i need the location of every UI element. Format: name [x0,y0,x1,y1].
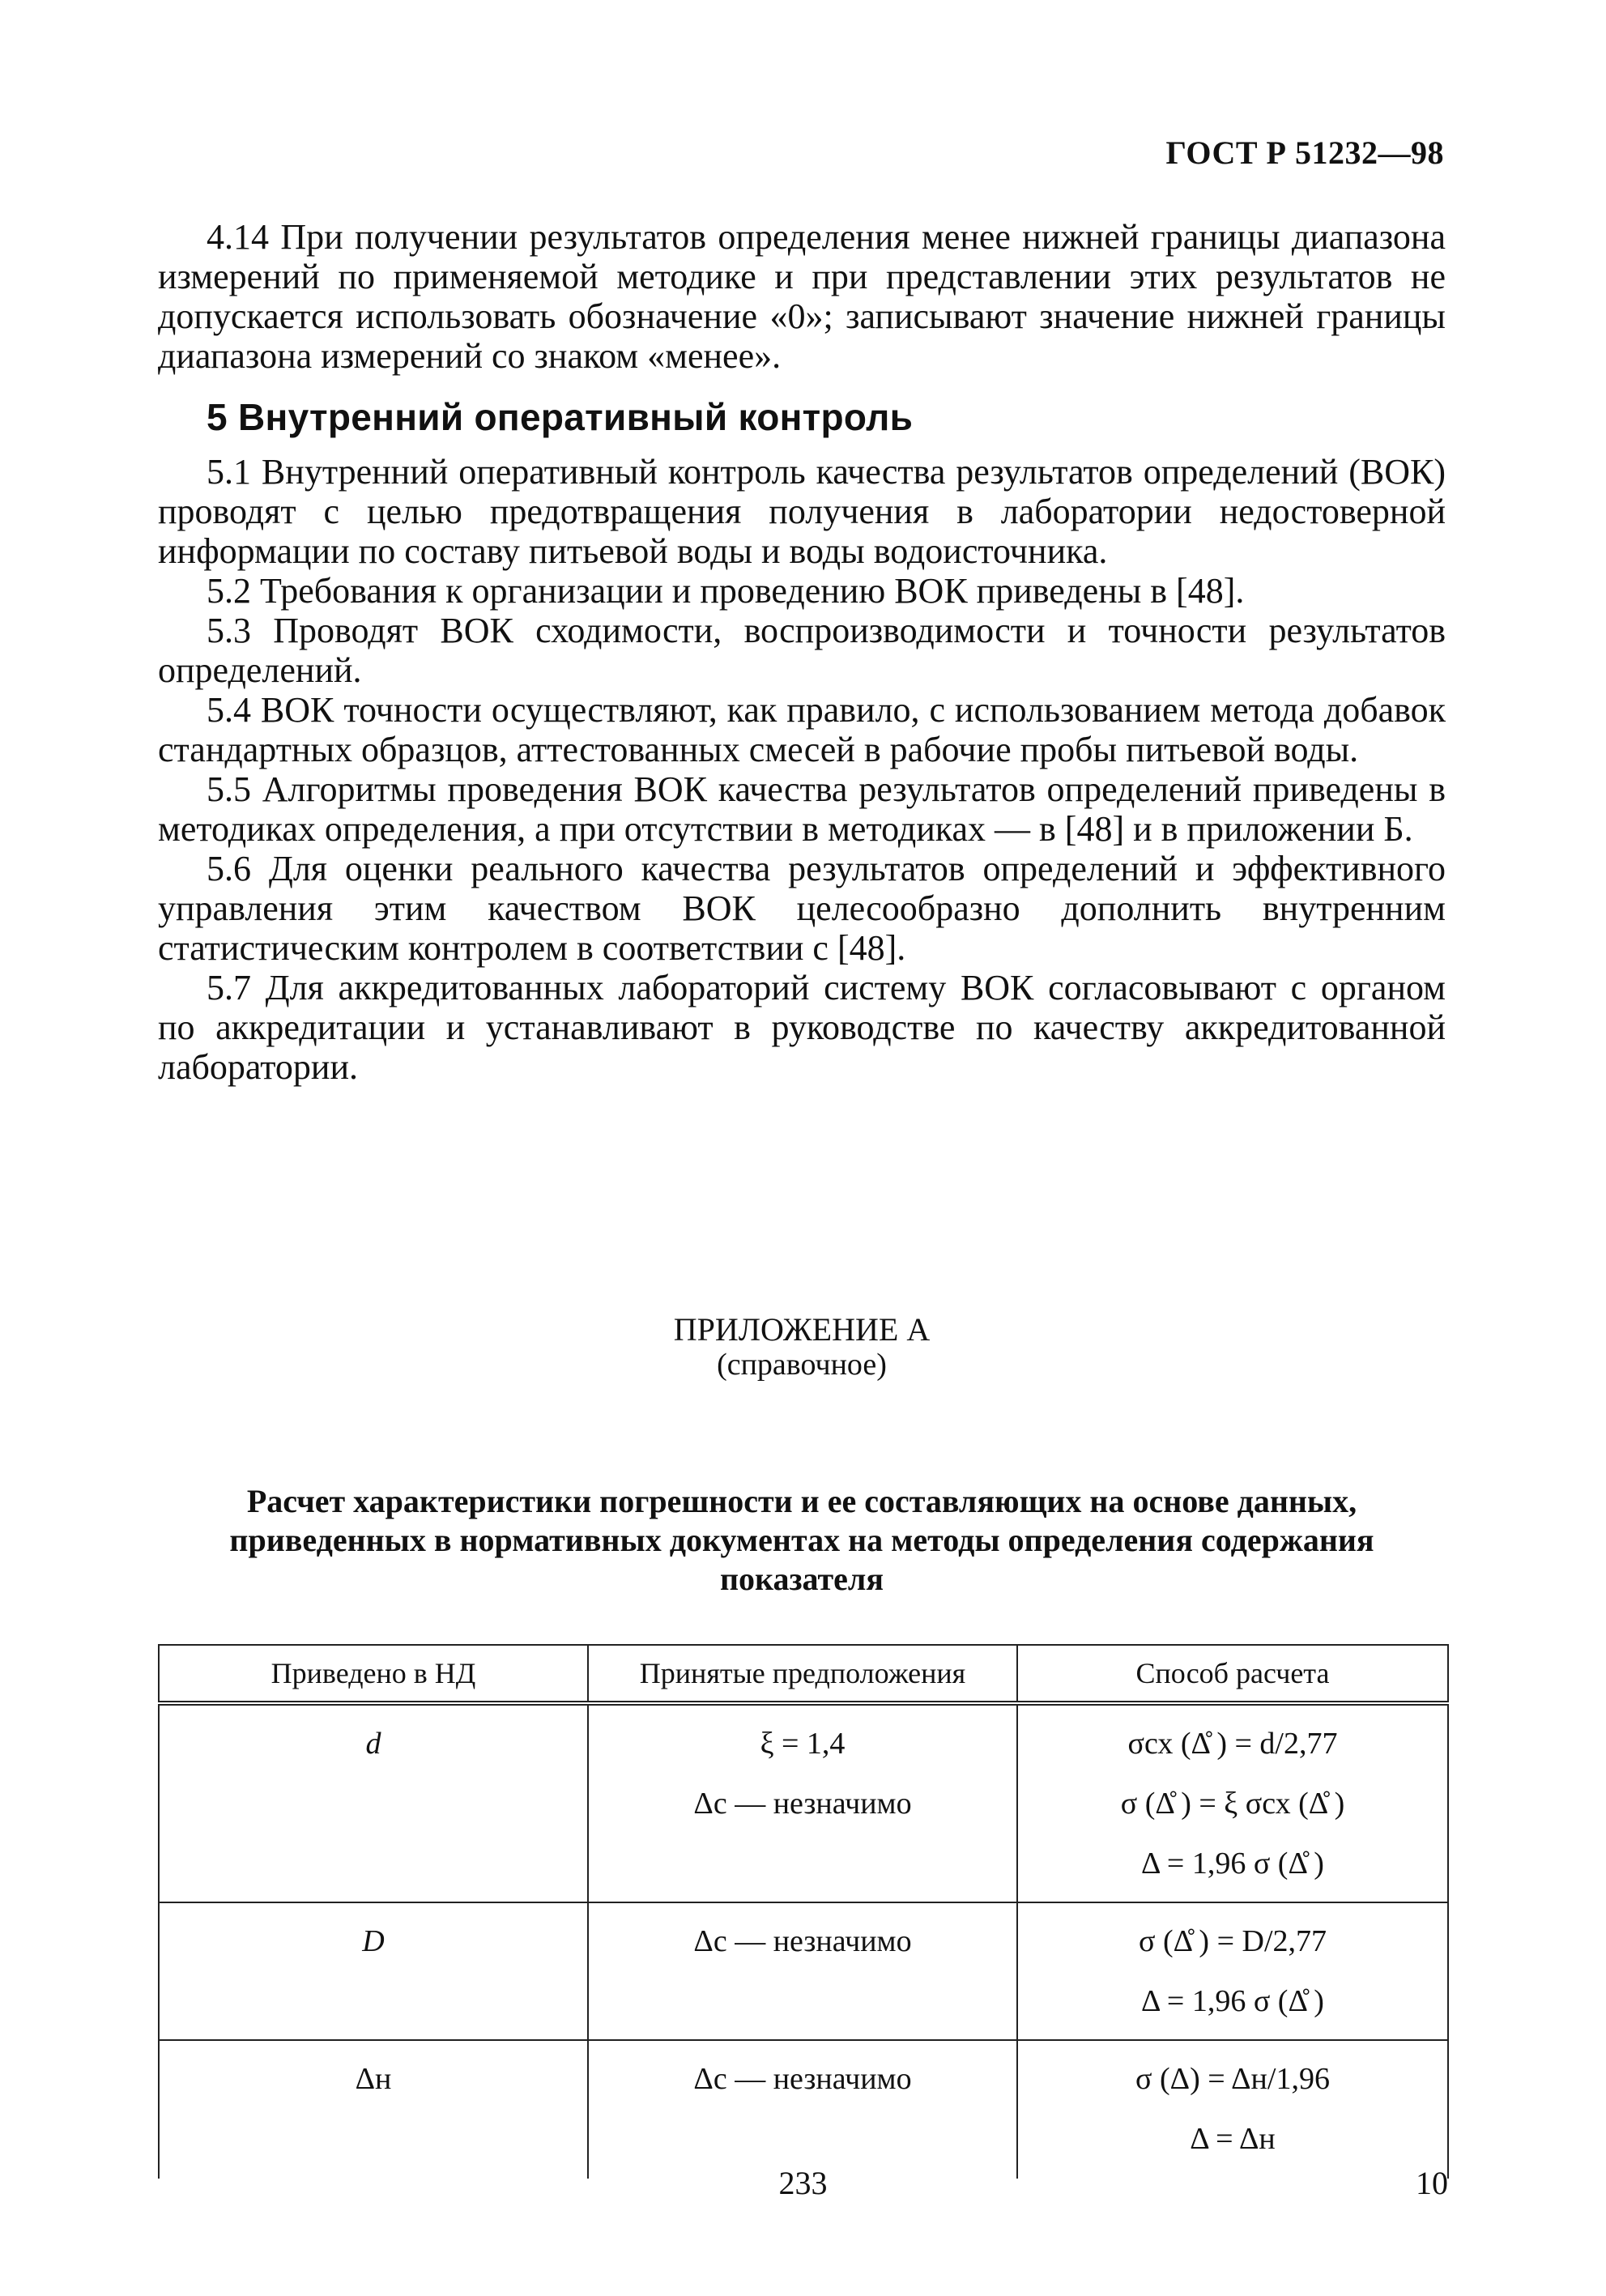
section-heading: 5 Внутренний оперативный контроль [207,396,914,438]
cell-assumptions [588,2040,1017,2179]
cell-given [159,1703,588,1902]
cell-calculation [1017,2040,1448,2179]
appendix-heading [158,1312,1446,1382]
formula-line: σ (Δ̊ ) = D/2,77 [1138,1924,1327,1958]
page-number: 233 [778,2165,828,2201]
formula-line: Δ = 1,96 σ (Δ̊ ) [1141,1847,1324,1881]
cell-given [159,2040,588,2179]
table-row [159,2040,1448,2179]
table-row [159,1703,1448,1902]
assumption-line: ξ = 1,4 [760,1727,846,1761]
appendix-title: ПРИЛОЖЕНИЕ А [673,1311,931,1348]
formula-line: σ (Δ) = Δн/1,96 [1135,2062,1330,2096]
document-code-header: ГОСТ Р 51232—98 [1165,134,1444,171]
header-assumptions: Принятые предположения [588,1645,1017,1703]
calculation-table [158,1644,1449,2179]
given-value: D [362,1924,385,1958]
table-row [159,1902,1448,2040]
main-text [158,217,1446,1087]
cell-calculation [1017,1703,1448,1902]
cell-calculation [1017,1902,1448,2040]
cell-assumptions [588,1703,1017,1902]
paragraph-5-2: 5.2 Требования к организации и проведению ВОК приведены в [48]. [207,571,1245,611]
sheet-number: 10 [1416,2165,1448,2201]
cell-given [159,1902,588,2040]
paragraph-5-5: 5.5 Алгоритмы проведения ВОК качества результатов определений приведены в методиках определения, а при отсутствии в методиках — в [48] и в приложении Б. [158,769,1446,849]
formula-line: Δ = Δн [1190,2122,1276,2156]
given-value: d [365,1727,381,1761]
paragraph-5-7: 5.7 Для аккредитованных лабораторий систему ВОК согласовывают с органом по аккредитации и устанавливают в руководстве по качеству аккредитованной лаборатории. [158,968,1446,1087]
formula-line: σ (Δ̊ ) = ξ σсх (Δ̊ ) [1120,1787,1345,1821]
paragraph-5-6: 5.6 Для оценки реального качества результатов определений и эффективного управления этим качеством ВОК целесообразно дополнить внутренним статистическим контролем в соответствии с [48]. [158,849,1446,968]
paragraph-5-4: 5.4 ВОК точности осуществляют, как правило, с использованием метода добавок стандартных образцов, аттестованных смесей в рабочие пробы питьевой воды. [158,690,1446,769]
assumption-line: Δс — незначимо [693,1787,912,1821]
formula-line: Δ = 1,96 σ (Δ̊ ) [1141,1984,1324,2018]
paragraph-5-1: 5.1 Внутренний оперативный контроль качества результатов определений (ВОК) проводят с целью предотвращения получения в лаборатории недостоверной информации по составу питьевой воды и воды водоисточника. [158,452,1446,571]
assumption-line: Δс — незначимо [693,2062,912,2096]
cell-assumptions [588,1902,1017,2040]
header-given: Приведено в НД [159,1645,588,1703]
paragraph-4-14: 4.14 При получении результатов определения менее нижней границы диапазона измерений по применяемой методике и при представлении этих результатов не допускается использовать обозначение «0»; записывают значение нижней границы диапазона измерений со знаком «менее». [158,217,1446,376]
appendix-subtitle: (справочное) [717,1348,887,1382]
header-calculation: Способ расчета [1017,1645,1448,1703]
formula-line: σсх (Δ̊ ) = d/2,77 [1127,1727,1338,1761]
paragraph-5-3: 5.3 Проводят ВОК сходимости, воспроизводимости и точности результатов определений. [158,611,1446,690]
calculation-title: Расчет характеристики погрешности и ее составляющих на основе данных, приведенных в нормативных документах на методы определения содержания показателя [229,1483,1374,1597]
assumption-line: Δс — незначимо [693,1924,912,1958]
given-value: Δн [355,2062,392,2096]
